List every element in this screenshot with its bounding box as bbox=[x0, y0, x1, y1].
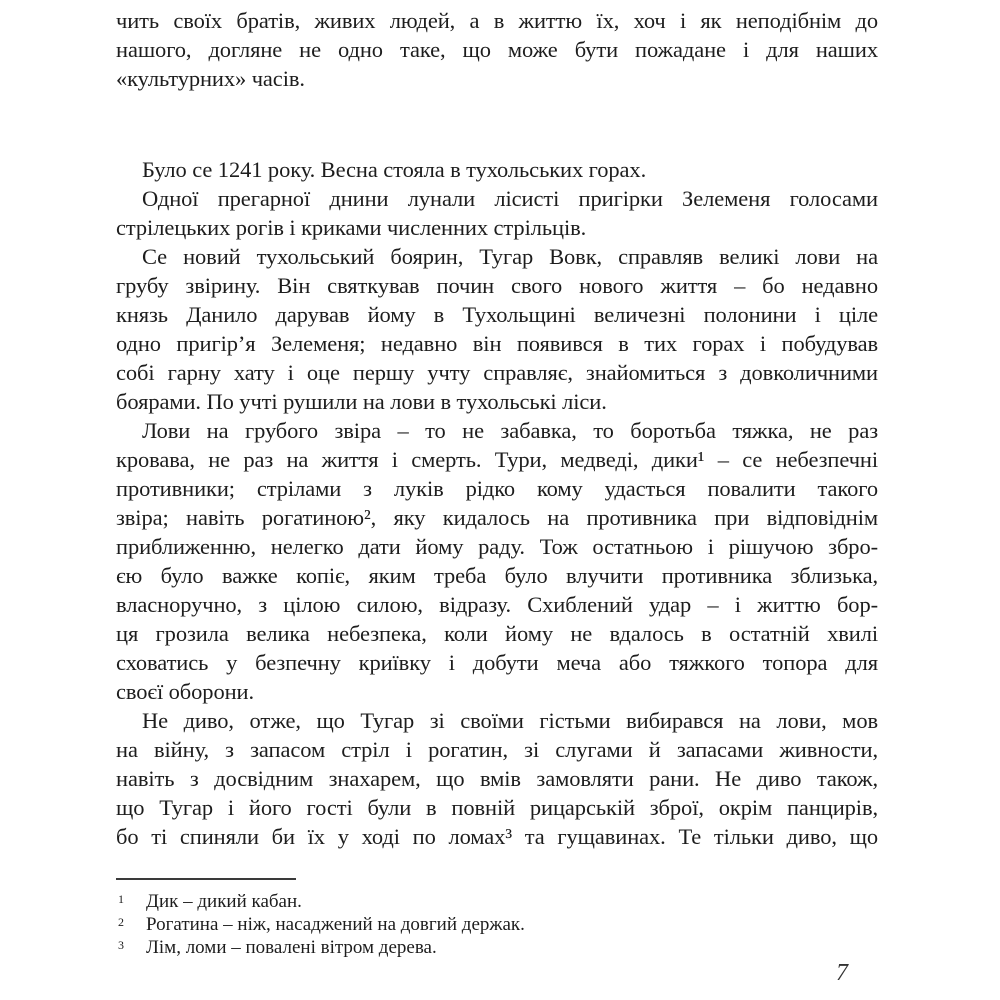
footnote-text: Лім, ломи – повалені вітром дерева. bbox=[146, 937, 437, 958]
page-number: 7 bbox=[836, 960, 848, 986]
text-line: князь Данило дарував йому в Тухольщині величезні полонини і ціле bbox=[116, 302, 878, 327]
paragraph bbox=[116, 416, 878, 706]
text-line: Було се 1241 року. Весна стояла в тухольських горах. bbox=[142, 157, 647, 182]
paragraph bbox=[116, 706, 878, 851]
text-line: що Тугар і його гості були в повній рицарській зброї, окрім панцирів, bbox=[116, 795, 878, 820]
footnote-marker: 3 bbox=[118, 938, 124, 952]
text-line: противники; стрілами з луків рідко кому удасться повалити такого bbox=[116, 476, 878, 501]
text-line: Лови на грубого звіра – то не забавка, то боротьба тяжка, не раз bbox=[142, 418, 878, 443]
text-line: бо ті спиняли би їх у ході по ломах³ та гущавинах. Те тільки диво, що bbox=[116, 824, 878, 849]
footnote-item bbox=[116, 936, 878, 959]
footnote-item bbox=[116, 913, 878, 936]
footnotes bbox=[116, 878, 878, 959]
text-line: сховатись у безпечну криївку і добути меча або тяжкого топора для bbox=[116, 650, 878, 675]
text-line: Се новий тухольський боярин, Тугар Вовк, справляв великі лови на bbox=[142, 244, 878, 269]
text-line: на війну, з запасом стріл і рогатин, зі слугами й запасами живности, bbox=[116, 737, 878, 762]
footnote-text: Дик – дикий кабан. bbox=[146, 891, 302, 912]
text-line: кровава, не раз на життя і смерть. Тури, медведі, дики¹ – се небезпечні bbox=[116, 447, 878, 472]
text-line: грубу звірину. Він святкував почин свого нового життя – бо недавно bbox=[116, 273, 878, 298]
text-line: навіть з досвідним знахарем, що вмів замовляти рани. Не диво також, bbox=[116, 766, 878, 791]
text-line: Не диво, отже, що Тугар зі своїми гістьми вибирався на лови, мов bbox=[142, 708, 878, 733]
text-line: чить своїх братів, живих людей, а в життю їх, хоч і як неподібнім до bbox=[116, 8, 878, 33]
text-line: «культурних» часів. bbox=[116, 66, 305, 91]
footnote-marker: 1 bbox=[118, 892, 124, 906]
text-line: приближенню, нелегко дати йому раду. Тож остатньою і рішучою збро- bbox=[116, 534, 878, 559]
paragraph bbox=[116, 155, 878, 184]
paragraph bbox=[116, 6, 878, 93]
text-line: власноручно, з цілою силою, відразу. Схиблений удар – і життю бор- bbox=[116, 592, 878, 617]
text-line: Одної прегарної днини лунали лісисті пригірки Зелеменя голосами bbox=[142, 186, 878, 211]
text-line: одно пригір’я Зелеменя; недавно він появився в тих горах і побудував bbox=[116, 331, 878, 356]
text-line: нашого, догляне не одно таке, що може бути пожадане і для наших bbox=[116, 37, 878, 62]
text-line: єю було важке копіє, яким треба було влучити противника зблизька, bbox=[116, 563, 878, 588]
text-line: звіра; навіть рогатиною², яку кидалось на противника при відповіднім bbox=[116, 505, 878, 530]
paragraph bbox=[116, 184, 878, 242]
text-line: своєї оборони. bbox=[116, 679, 254, 704]
text-line: ця грозила велика небезпека, коли йому не вдалось в остатній хвилі bbox=[116, 621, 878, 646]
footnote-item bbox=[116, 890, 878, 913]
footnote-text: Рогатина – ніж, насаджений на довгий держак. bbox=[146, 914, 525, 935]
text-line: стрілецьких рогів і криками численних стрільців. bbox=[116, 215, 587, 240]
footnote-separator bbox=[116, 878, 296, 880]
footnote-marker: 2 bbox=[118, 915, 124, 929]
body-text bbox=[116, 6, 878, 851]
paragraph bbox=[116, 242, 878, 416]
text-line: собі гарну хату і оце першу учту справляє, знайомиться з довколичними bbox=[116, 360, 878, 385]
text-line: боярами. По учті рушили на лови в тухольські ліси. bbox=[116, 389, 607, 414]
footnote-list bbox=[116, 890, 878, 959]
